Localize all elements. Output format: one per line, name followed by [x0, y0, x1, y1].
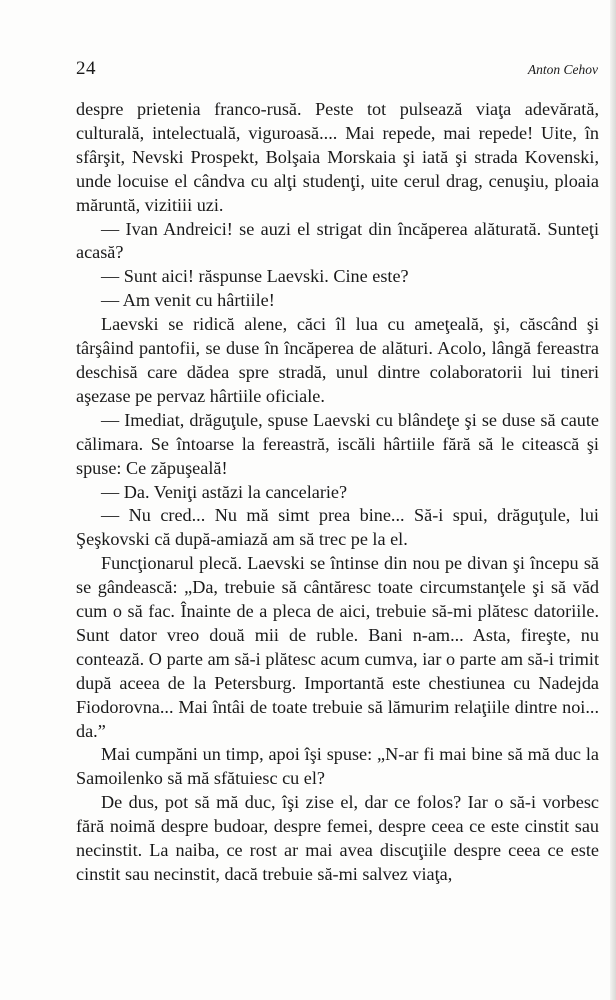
paragraph-10: Mai cumpăni un timp, apoi îşi spuse: „N-ar fi mai bine să mă duc la Samoilenko să mă sfătuiesc cu el? — [76, 744, 599, 789]
page-edge — [610, 0, 616, 1000]
paragraph-2: — Ivan Andreici! se auzi el strigat din încăperea alăturată. Sunteţi acasă? — [76, 218, 599, 263]
paragraph-4: — Am venit cu hârtiile! — [101, 290, 275, 311]
running-head-author: Anton Cehov — [527, 62, 598, 77]
paragraph-6: — Imediat, drăguţule, spuse Laevski cu blândeţe şi se duse să caute călimara. Se întoarse la fereastră, iscăli hârtiile fără să le citească şi spuse: Ce zăpuşeală! — [76, 409, 599, 478]
page-number: 24 — [76, 58, 96, 79]
page-header — [76, 56, 598, 84]
paragraph-1: despre prietenia franco-rusă. Peste tot pulsează viaţa adevărată, culturală, intelectuală, viguroasă.... Mai repede, mai repede! Uite, în sfârşit, Nevski Prospekt, Bolşaia Morskaia şi iată şi strada Kovenski, unde locuise el cândva cu alţi studenţi, uite cerul drag, cenuşiu, ploaia măruntă, vizitiii uzi. — [76, 99, 599, 215]
body-text — [76, 98, 599, 887]
paragraph-5: Laevski se ridică alene, căci îl lua cu ameţeală, şi, căscând şi târşâind pantofii, se duse în încăperea de alături. Acolo, lângă fereastra deschisă care dădea spre stradă, unul dintre colaboratorii lui tineri aşezase pe pervaz hârtiile oficiale. — [76, 314, 599, 406]
paragraph-11: De dus, pot să mă duc, îşi zise el, dar ce folos? Iar o să-i vorbesc fără noimă despre budoar, despre femei, despre ceea ce este cinstit sau necinstit. La naiba, ce rost ar mai avea discuţiile despre ceea ce este cinstit sau necinstit, dacă trebuie să-mi salvez viaţa, — [76, 792, 599, 884]
paragraph-8: — Nu cred... Nu mă simt prea bine... Să-i spui, drăguţule, lui Şeşkovski că după-amiază am să trec pe la el. — [76, 505, 599, 550]
paragraph-7: — Da. Veniţi astăzi la cancelarie? — [101, 481, 348, 502]
paragraph-3: — Sunt aici! răspunse Laevski. Cine este? — [101, 266, 409, 287]
paragraph-9: Funcţionarul plecă. Laevski se întinse din nou pe divan şi începu să se gândească: „Da, trebuie să cântăresc toate circumstanţele şi să văd cum o să fac. Înainte de a pleca de aici, trebuie să-mi plătesc datoriile. Sunt dator vreo două mii de ruble. Bani n-am... Asta, fireşte, nu contează. O parte am să-i plătesc acum cumva, iar o parte am să-i trimit după aceea de la Petersburg. Importantă este chestiunea cu Nadejda Fiodorovna... Mai întâi de toate trebuie să lămurim relaţiile dintre noi... da.” — [76, 553, 599, 741]
